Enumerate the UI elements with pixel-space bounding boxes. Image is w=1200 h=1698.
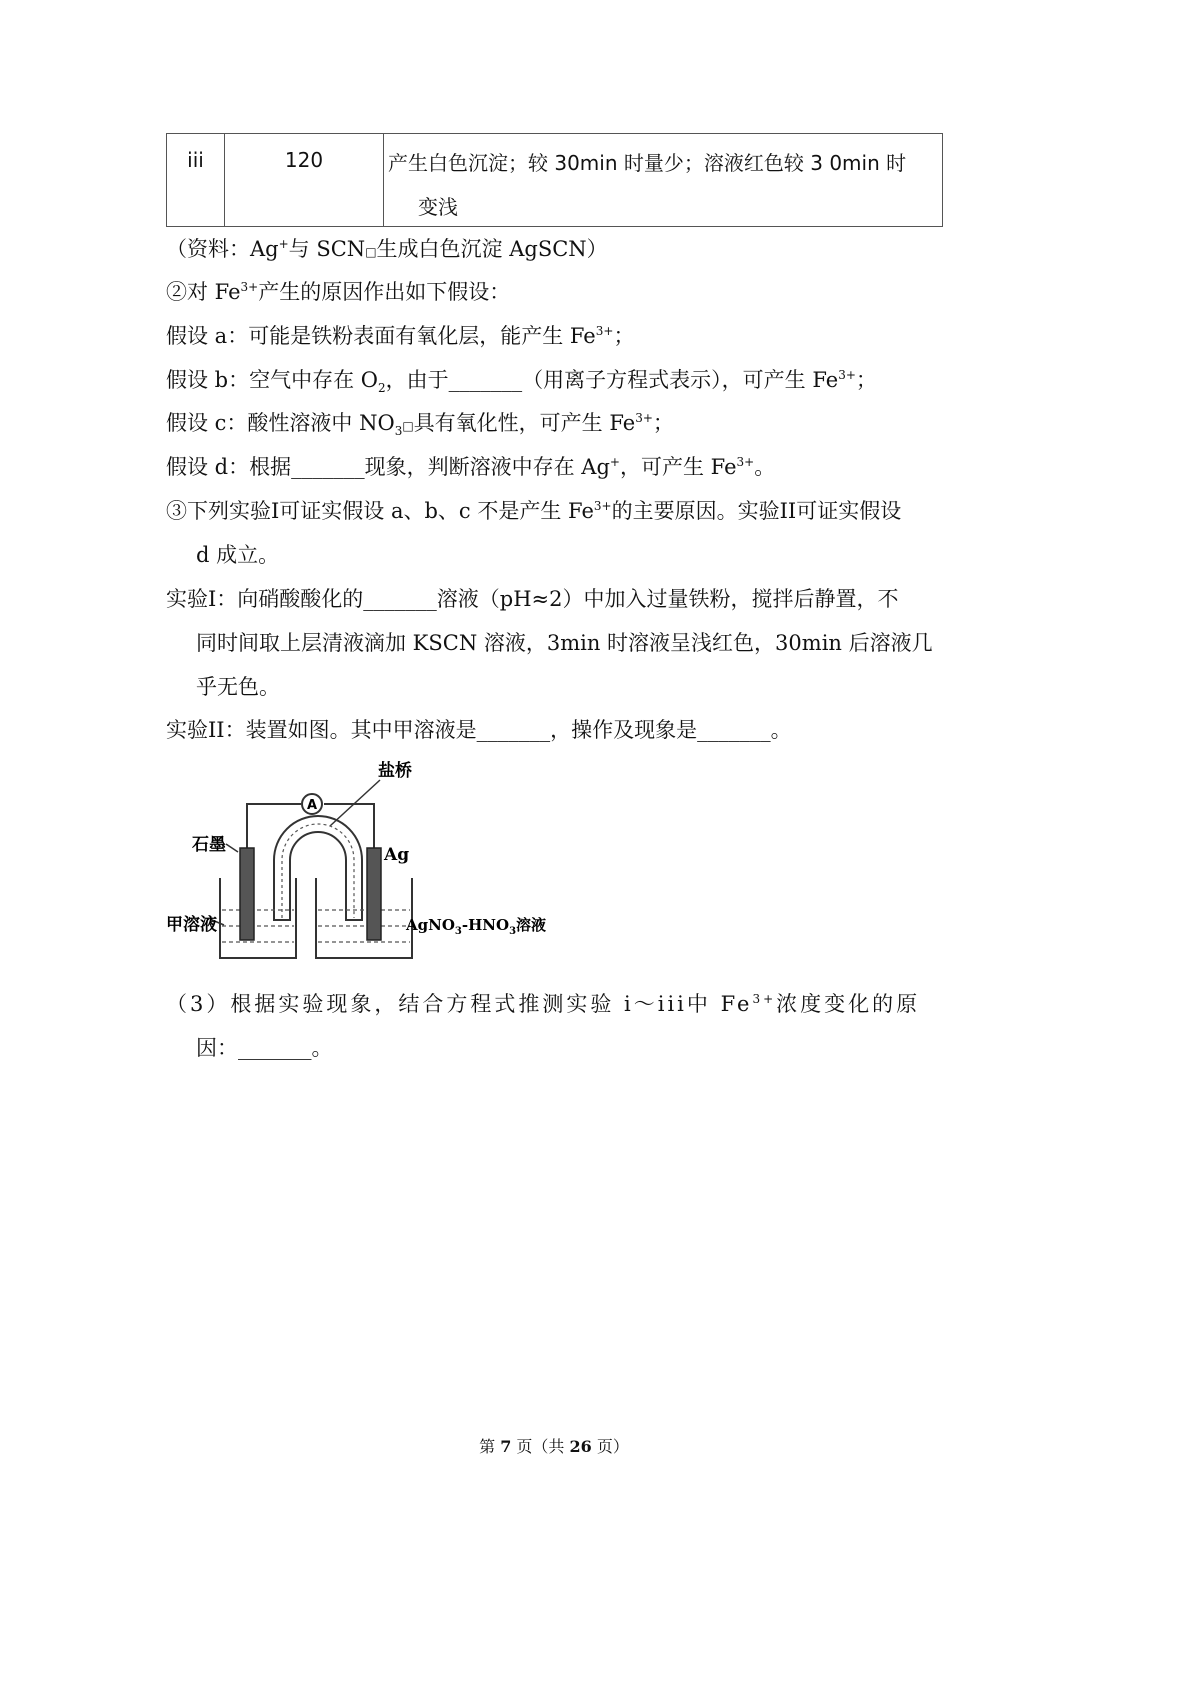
footer-text-b: 页（共 bbox=[511, 1437, 570, 1456]
note-box-glyph: □ bbox=[365, 245, 377, 259]
data-table-row bbox=[166, 133, 943, 227]
right-label-b: -HNO bbox=[461, 916, 510, 934]
observation-line-1: 产生白色沉淀；较 30min 时量少；溶液红色较 3 0min 时 bbox=[388, 151, 907, 175]
hc-sup: 3+ bbox=[635, 411, 653, 425]
salt-bridge-content bbox=[282, 824, 354, 918]
graphite-electrode bbox=[240, 848, 254, 940]
page-footer bbox=[0, 1434, 1108, 1457]
question-3-line-1 bbox=[166, 994, 920, 1015]
salt-bridge-label: 盐桥 bbox=[378, 761, 412, 781]
exp2-answer-blank-2: _______ bbox=[697, 718, 771, 742]
hypothesis-d bbox=[166, 457, 775, 478]
note-text-c: 生成白色沉淀 AgSCN） bbox=[376, 237, 608, 261]
p2-text-b: 产生的原因作出如下假设： bbox=[258, 280, 511, 304]
experiment-2 bbox=[166, 720, 792, 741]
salt-bridge-tube bbox=[274, 816, 362, 920]
wire-left bbox=[247, 804, 301, 848]
q3-text-a: （3）根据实验现象，结合方程式推测实验 i～iii中 Fe bbox=[166, 992, 753, 1016]
experiment-1-line-1 bbox=[166, 589, 899, 610]
note-text-b: 与 SCN bbox=[288, 237, 366, 261]
experiment-1-line-2: 同时间取上层清液滴加 KSCN 溶液，3min 时溶液呈浅红色，30min 后溶液几 bbox=[196, 631, 933, 655]
exp1-answer-blank: _______ bbox=[363, 587, 437, 611]
q3-text-b: 浓度变化的原 bbox=[776, 992, 921, 1016]
q3-line2-text-a: 因： bbox=[196, 1036, 238, 1060]
ha-text-b: ； bbox=[613, 324, 635, 348]
footer-total-pages: 26 bbox=[569, 1437, 592, 1456]
hypothesis-b bbox=[166, 368, 877, 396]
hb-sup: 3+ bbox=[838, 368, 856, 382]
table-cell-time bbox=[225, 134, 384, 226]
hd-text-d: 。 bbox=[754, 455, 776, 479]
exp2-answer-blank-1: _______ bbox=[476, 718, 551, 742]
ammeter-label: A bbox=[306, 798, 318, 813]
table-cell-id-text: iii bbox=[187, 148, 204, 172]
right-label-c: 溶液 bbox=[516, 916, 547, 934]
exp2-text-c: 。 bbox=[770, 718, 792, 742]
hc-text-a: 假设 c：酸性溶液中 NO bbox=[166, 411, 395, 435]
right-beaker bbox=[316, 878, 412, 958]
electrochemical-cell-diagram bbox=[160, 760, 580, 975]
experiment-1-line-3: 乎无色。 bbox=[196, 675, 280, 699]
hypothesis-a bbox=[166, 326, 634, 347]
p3-text-b: 的主要原因。实验II可证实假设 bbox=[611, 499, 902, 523]
hd-answer-blank: _______ bbox=[291, 455, 365, 479]
hc-sub: 3 bbox=[394, 424, 403, 439]
p3-text-a: ③下列实验I可证实假设 a、b、c 不是产生 Fe bbox=[166, 499, 594, 523]
hb-text-a: 假设 b：空气中存在 O bbox=[166, 368, 379, 392]
p2-sup: 3+ bbox=[240, 280, 259, 294]
hb-text-b: ，由于 bbox=[385, 368, 449, 392]
hb-sub: 2 bbox=[378, 381, 386, 396]
hc-text-c: ； bbox=[652, 411, 674, 435]
note-sup: + bbox=[278, 237, 289, 251]
paragraph-2 bbox=[166, 282, 510, 303]
graphite-leader bbox=[226, 844, 238, 852]
ha-text-a: 假设 a：可能是铁粉表面有氧化层，能产生 Fe bbox=[166, 324, 596, 348]
right-label-sub-2: 3 bbox=[509, 926, 517, 937]
hd-text-b: 现象，判断溶液中存在 Ag bbox=[364, 455, 610, 479]
paragraph-3-line-1 bbox=[166, 501, 901, 522]
footer-text-a: 第 bbox=[479, 1437, 501, 1456]
right-label-sub-1: 3 bbox=[454, 926, 462, 937]
q3-answer-blank: _______ bbox=[238, 1036, 312, 1060]
graphite-label: 石墨 bbox=[192, 835, 226, 855]
hd-text-c: ，可产生 Fe bbox=[619, 455, 737, 479]
hd-sup-2: 3+ bbox=[736, 455, 755, 469]
table-cell-time-text: 120 bbox=[284, 148, 324, 172]
q3-line2-text-b: 。 bbox=[311, 1036, 333, 1060]
right-label-a: AgNO bbox=[406, 916, 455, 934]
q3-sup: 3+ bbox=[752, 992, 777, 1006]
hypothesis-c bbox=[166, 411, 674, 439]
hb-text-d: ； bbox=[855, 368, 877, 392]
p3-sup: 3+ bbox=[593, 499, 612, 513]
exp1-text-b: 溶液（pH≈2）中加入过量铁粉，搅拌后静置，不 bbox=[436, 587, 899, 611]
footer-text-c: 页） bbox=[591, 1437, 629, 1456]
ag-label: Ag bbox=[384, 845, 410, 865]
note-text-a: （资料：Ag bbox=[166, 237, 279, 261]
hc-box-glyph: □ bbox=[402, 419, 414, 433]
hb-text-c: （用离子方程式表示），可产生 Fe bbox=[522, 368, 839, 392]
note-ziliao bbox=[166, 239, 608, 260]
hd-text-a: 假设 d：根据 bbox=[166, 455, 292, 479]
observation-line-2: 变浅 bbox=[418, 195, 458, 219]
paragraph-3-line-2: d 成立。 bbox=[196, 543, 280, 567]
silver-electrode bbox=[367, 848, 381, 940]
table-cell-id bbox=[167, 134, 225, 226]
hc-text-b: 具有氧化性，可产生 Fe bbox=[413, 411, 636, 435]
hb-answer-blank: _______ bbox=[448, 368, 523, 392]
question-3-line-2 bbox=[196, 1038, 333, 1059]
exp1-text-a: 实验I：向硝酸酸化的 bbox=[166, 587, 364, 611]
p2-text-a: ②对 Fe bbox=[166, 280, 241, 304]
exp2-text-b: ，操作及现象是 bbox=[550, 718, 698, 742]
ha-sup: 3+ bbox=[595, 324, 614, 338]
footer-page-number: 7 bbox=[500, 1437, 512, 1456]
table-cell-observation bbox=[384, 134, 942, 226]
right-solution-label bbox=[405, 916, 546, 937]
left-beaker bbox=[220, 878, 296, 958]
exp2-text-a: 实验II：装置如图。其中甲溶液是 bbox=[166, 718, 477, 742]
jia-solution-label: 甲溶液 bbox=[166, 915, 217, 935]
hd-sup-1: + bbox=[609, 455, 620, 469]
